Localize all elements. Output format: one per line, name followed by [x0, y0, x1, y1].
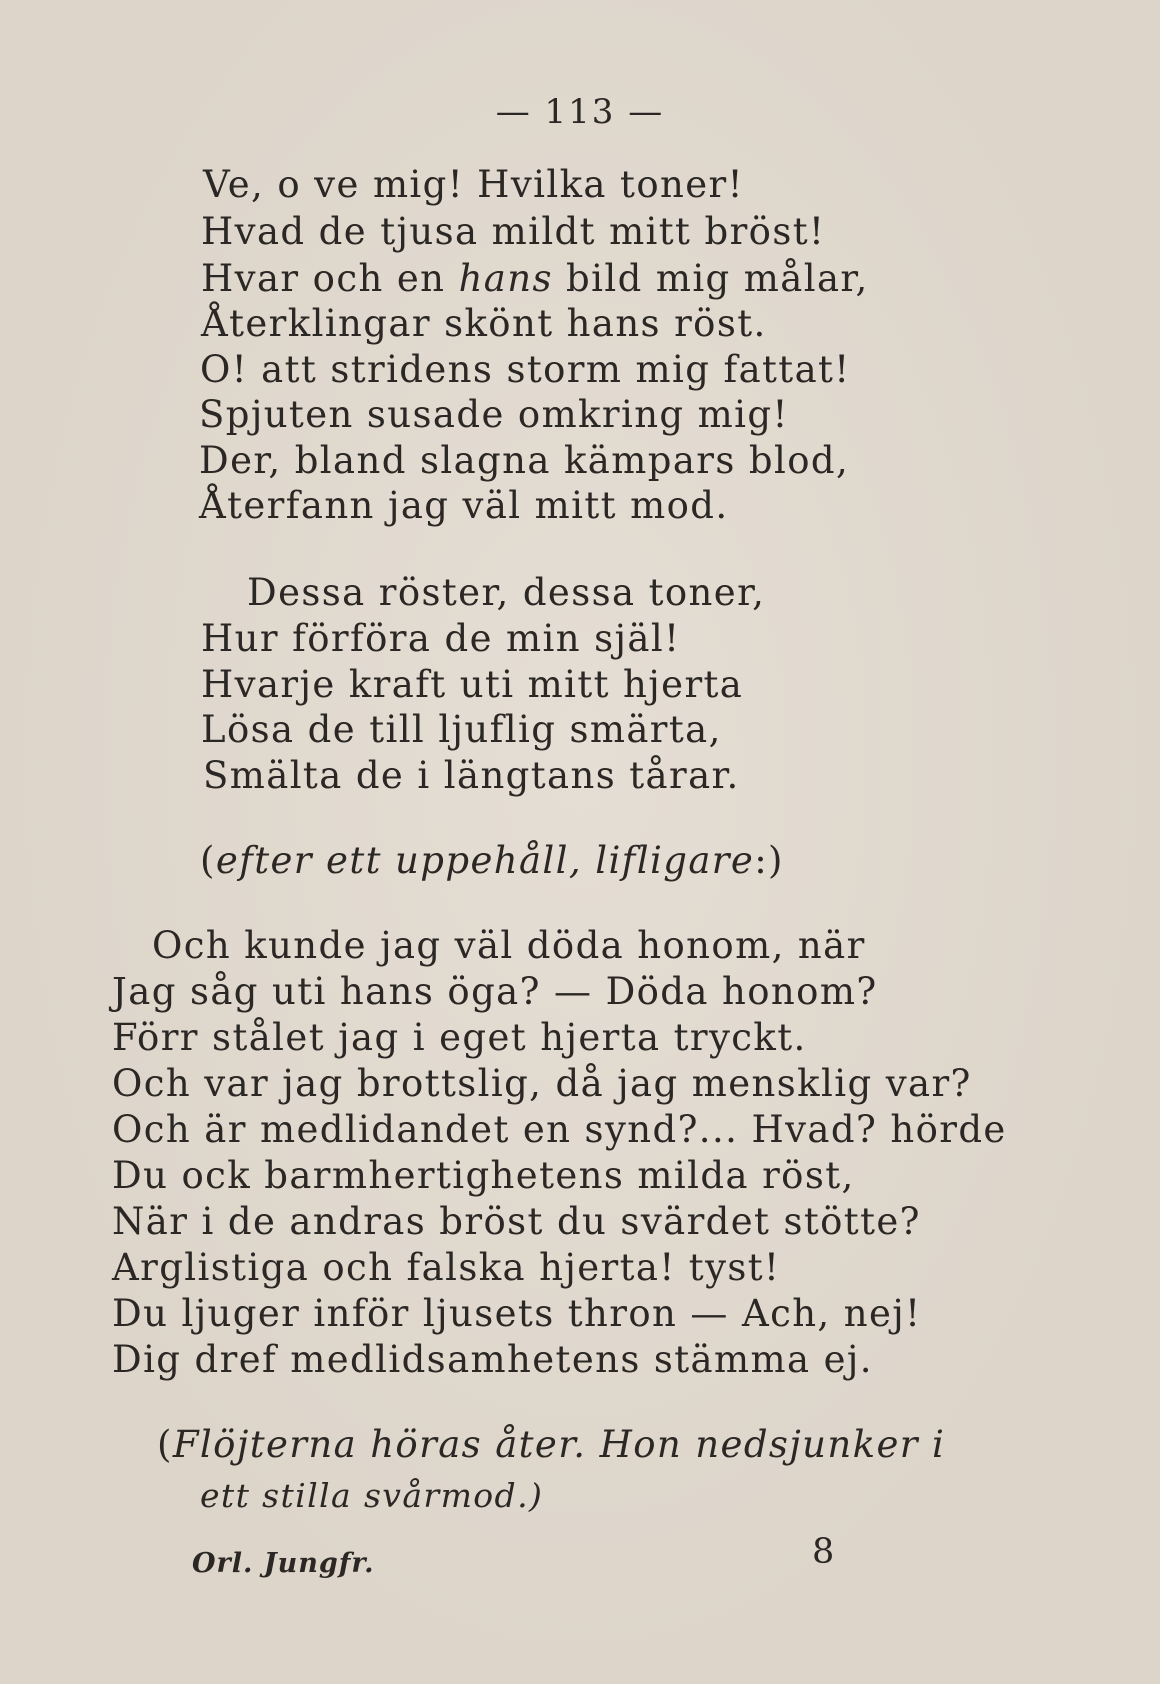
verse-text: bild mig målar,	[552, 257, 869, 300]
stage-direction-text: efter ett uppehåll, lifligare	[215, 839, 755, 882]
verse-line: Och är medlidandet en synd?... Hvad? hörde	[112, 1108, 1007, 1151]
verse-line: Arglistiga och falska hjerta! tyst!	[112, 1246, 781, 1289]
verse-line: Återklingar skönt hans röst.	[201, 302, 767, 345]
signature: Orl. Jungfr.	[192, 1548, 375, 1579]
verse-emphasis: hans	[458, 257, 553, 300]
verse-text: Hvar och en	[201, 257, 459, 300]
verse-line: Ve, o ve mig! Hvilka toner!	[203, 163, 744, 206]
verse-line: Du ock barmhertighetens milda röst,	[112, 1154, 855, 1197]
verse-line: Der, bland slagna kämpars blod,	[199, 439, 850, 482]
verse-line: Hur förföra de min själ!	[201, 617, 681, 660]
verse-line: Dig dref medlidsamhetens stämma ej.	[112, 1338, 873, 1381]
verse-line: Förr stålet jag i eget hjerta tryckt.	[112, 1016, 807, 1059]
verse-line: Spjuten susade omkring mig!	[199, 393, 789, 436]
verse-line: Hvarje kraft uti mitt hjerta	[201, 663, 744, 706]
stage-direction-text: ett stilla svårmod.)	[200, 1476, 544, 1515]
verse-line: O! att stridens storm mig fattat!	[200, 348, 851, 391]
stage-direction-continued	[200, 1474, 543, 1518]
verse-line: Hvad de tjusa mildt mitt bröst!	[201, 210, 826, 253]
page-header	[0, 92, 1160, 132]
verse-line: Och kunde jag väl döda honom, när	[152, 924, 866, 967]
paren-close: :)	[754, 839, 784, 882]
paren-open: (	[200, 839, 216, 882]
verse-line: Jag såg uti hans öga? — Döda honom?	[112, 970, 878, 1013]
page-number: — 113 —	[495, 92, 665, 132]
stage-direction	[157, 1423, 945, 1467]
verse-line: Du ljuger inför ljusets thron — Ach, nej!	[112, 1292, 922, 1335]
verse-line: Lösa de till ljuflig smärta,	[201, 708, 722, 751]
verse-line: När i de andras bröst du svärdet stötte?	[112, 1200, 921, 1243]
verse-line	[201, 257, 869, 301]
stage-direction	[200, 839, 784, 883]
signature-mark: 8	[812, 1532, 835, 1572]
stage-direction-text: Flöjterna höras åter. Hon nedsjunker i	[172, 1423, 946, 1466]
verse-line: Och var jag brottslig, då jag mensklig var?	[112, 1062, 972, 1105]
paren-open: (	[157, 1423, 173, 1466]
verse-line: Dessa röster, dessa toner,	[247, 571, 766, 614]
verse-line: Smälta de i längtans tårar.	[203, 754, 740, 797]
verse-line: Återfann jag väl mitt mod.	[199, 484, 729, 527]
